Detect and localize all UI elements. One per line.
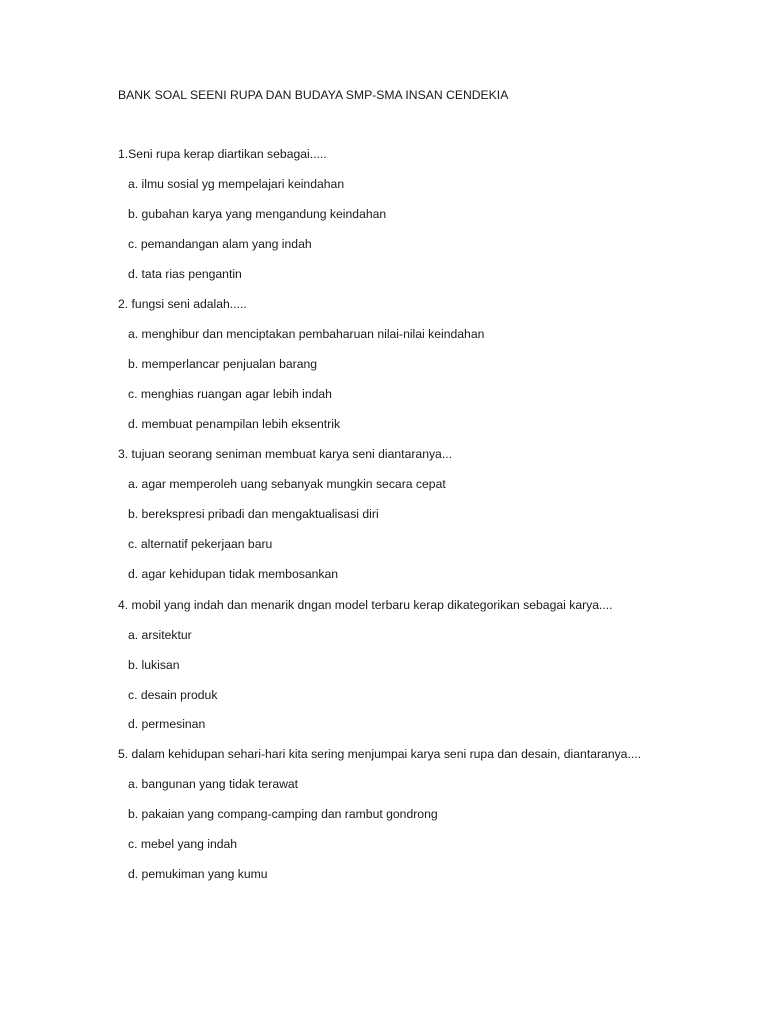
question-2-text: 2. fungsi seni adalah..... <box>118 297 247 311</box>
question-2-option-d: d. membuat penampilan lebih eksentrik <box>128 417 341 431</box>
question-1-option-a: a. ilmu sosial yg mempelajari keindahan <box>128 177 345 191</box>
document-title: BANK SOAL SEENI RUPA DAN BUDAYA SMP-SMA INSAN CENDEKIA <box>118 88 509 102</box>
question-5-option-c: c. mebel yang indah <box>128 837 238 851</box>
question-2-option-a: a. menghibur dan menciptakan pembaharuan nilai-nilai keindahan <box>128 327 485 341</box>
question-3-text: 3. tujuan seorang seniman membuat karya seni diantaranya... <box>118 447 452 461</box>
question-4-option-c: c. desain produk <box>128 688 218 702</box>
question-3-option-c: c. alternatif pekerjaan baru <box>128 537 273 551</box>
question-3-option-d: d. agar kehidupan tidak membosankan <box>128 567 339 581</box>
question-5-option-a: a. bangunan yang tidak terawat <box>128 777 299 791</box>
question-1-text: 1.Seni rupa kerap diartikan sebagai..... <box>118 147 327 161</box>
question-2-option-c: c. menghias ruangan agar lebih indah <box>128 387 332 401</box>
question-4-option-b: b. lukisan <box>128 658 180 672</box>
question-5-option-b: b. pakaian yang compang-camping dan rambut gondrong <box>128 807 438 821</box>
question-3-option-b: b. berekspresi pribadi dan mengaktualisasi diri <box>128 507 379 521</box>
question-5-text: 5. dalam kehidupan sehari-hari kita sering menjumpai karya seni rupa dan desain, diantaranya.... <box>118 747 642 761</box>
question-2-option-b: b. memperlancar penjualan barang <box>128 357 318 371</box>
question-5-option-d: d. pemukiman yang kumu <box>128 867 268 881</box>
question-3-option-a: a. agar memperoleh uang sebanyak mungkin secara cepat <box>128 477 446 491</box>
question-4-option-a: a. arsitektur <box>128 628 192 642</box>
question-4-option-d: d. permesinan <box>128 717 206 731</box>
question-1-option-b: b. gubahan karya yang mengandung keindahan <box>128 207 387 221</box>
question-4-text: 4. mobil yang indah dan menarik dngan model terbaru kerap dikategorikan sebagai karya.... <box>118 598 613 612</box>
question-1-option-d: d. tata rias pengantin <box>128 267 242 281</box>
question-1-option-c: c. pemandangan alam yang indah <box>128 237 312 251</box>
